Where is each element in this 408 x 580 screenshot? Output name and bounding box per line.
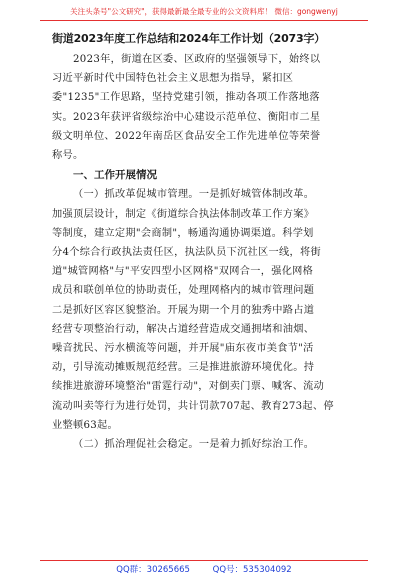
text-line: 加强顶层设计，制定《街道综合执法体制改革工作方案》 bbox=[52, 208, 315, 220]
text-line: 经营专项整治行动，解决占道经营造成交通拥堵和油烟、 bbox=[52, 323, 315, 335]
text-line: （二）抓治理促社会稳定。一是着力抓好综治工作。 bbox=[73, 439, 315, 451]
text-line: 续推进旅游环境整治"雷霆行动"，对倒卖门票、喊客、流动 bbox=[52, 381, 325, 393]
header-banner: 关注头条号"公文研究"，获得最新最全最专业的公文资料库！ 微信：gongwenyj bbox=[70, 7, 338, 16]
text-line: （一）抓改革促城市管理。一是抓好城管体制改革。 bbox=[73, 189, 315, 201]
footer-qq: QQ号：535304092 bbox=[212, 565, 292, 575]
footer-qq-group: QQ群：30265665 bbox=[116, 565, 190, 575]
text-line: 称号。 bbox=[52, 150, 84, 162]
header-divider bbox=[40, 20, 368, 21]
text-line: 实。2023年获评省级综治中心建设示范单位、衡阳市二星 bbox=[52, 111, 321, 123]
text-line: 成员和联创单位的协助责任，处理网格内的城市管理问题 bbox=[52, 285, 315, 297]
text-line: 业整顿63起。 bbox=[52, 419, 119, 431]
text-line: 等制度，建立定期"会商制"，畅通沟通协调渠道。科学划 bbox=[52, 227, 314, 239]
footer bbox=[0, 563, 408, 575]
document-title: 街道2023年度工作总结和2024年工作计划（2073字） bbox=[52, 32, 326, 45]
section-heading: 一、工作开展情况 bbox=[73, 169, 157, 182]
footer-divider bbox=[40, 560, 368, 561]
text-line: 流动叫卖等行为进行处罚，共计罚款707起、教育273起、停 bbox=[52, 400, 334, 412]
intro-paragraph bbox=[52, 50, 356, 165]
section-paragraph bbox=[52, 185, 356, 454]
text-line: 道"城管网格"与"平安四型小区网格"双网合一，强化网格 bbox=[52, 266, 314, 278]
text-line: 噪音扰民、污水横流等问题，并开展"庙东夜市美食节"活 bbox=[52, 343, 314, 355]
text-line: 委"1235"工作思路，坚持党建引领，推动各项工作落地落 bbox=[52, 92, 320, 104]
document-page bbox=[52, 30, 356, 454]
text-line: 分4个综合行政执法责任区，执法队员下沉社区一线，将街 bbox=[52, 247, 321, 259]
text-line: 二是抓好区容区貌整治。开展为期一个月的独秀中路占道 bbox=[52, 304, 315, 316]
text-line: 动，引导流动摊贩规范经营。三是推进旅游环境优化。持 bbox=[52, 362, 315, 374]
text-line: 2023年，街道在区委、区政府的坚强领导下，始终以 bbox=[73, 54, 321, 65]
text-line: 习近平新时代中国特色社会主义思想为指导，紧扣区 bbox=[52, 73, 294, 85]
text-line: 级文明单位、2022年南岳区食品安全工作先进单位等荣誉 bbox=[52, 130, 321, 142]
